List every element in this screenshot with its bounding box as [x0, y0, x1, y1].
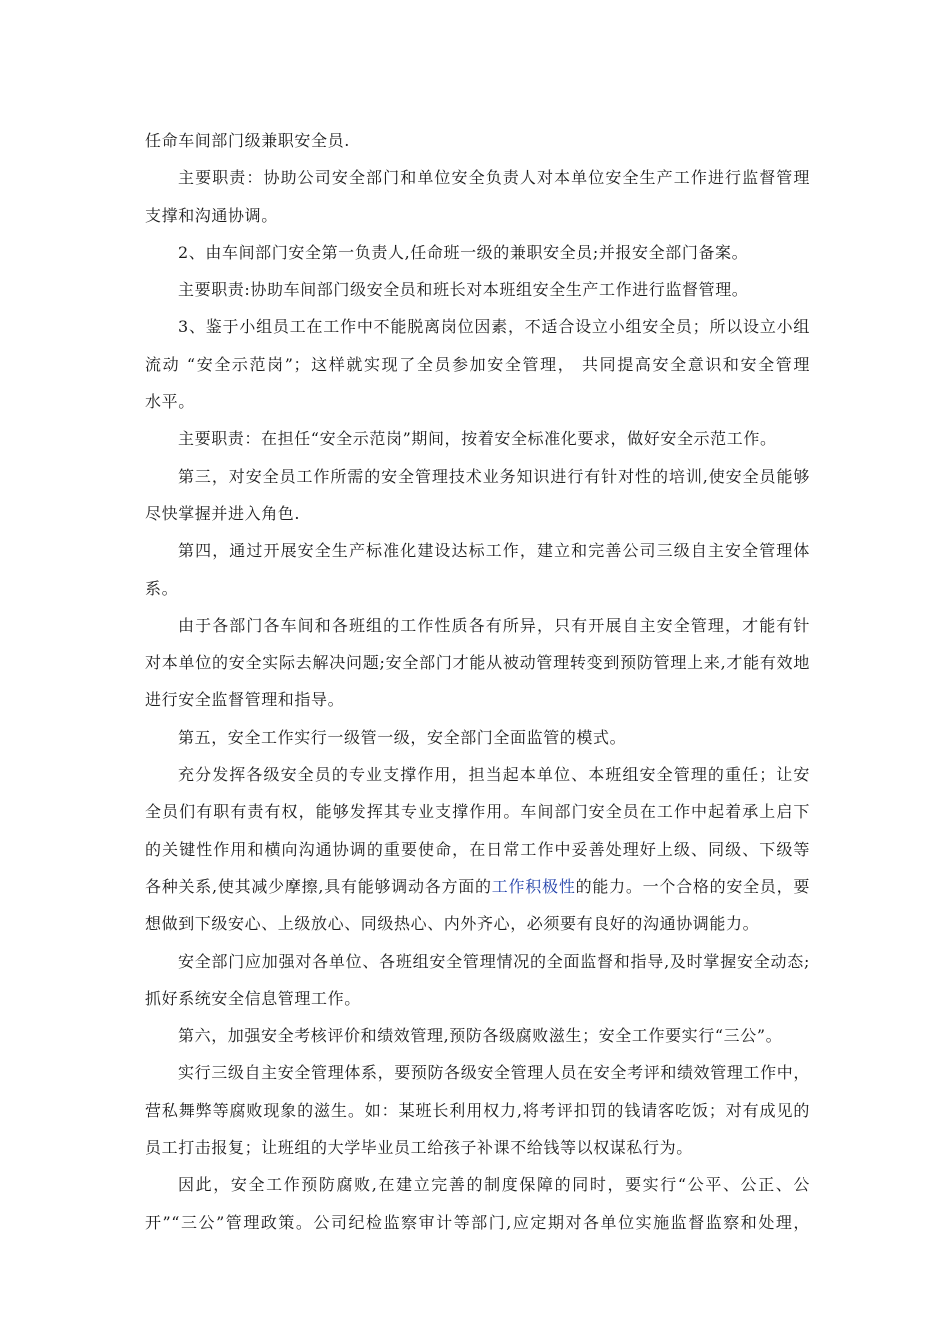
text-line: 员工打击报复；让班组的大学毕业员工给孩子补课不给钱等以权谋私行为。: [145, 1138, 693, 1158]
text-line: [145, 868, 810, 905]
text-line: 第三，对安全员工作所需的安全管理技术业务知识进行有针对性的培训,使安全员能够: [178, 466, 810, 486]
text-line: 进行安全监督管理和指导。: [145, 690, 345, 710]
text-line: 第六，加强安全考核评价和绩效管理,预防各级腐败滋生；安全工作要实行“三公”。: [178, 1026, 783, 1046]
text-line: 因此，安全工作预防腐败,在建立完善的制度保障的同时，要实行“公平、公正、公: [178, 1175, 810, 1195]
text-line: 任命车间部门级兼职安全员.: [145, 131, 350, 150]
text-line: 抓好系统安全信息管理工作。: [145, 988, 361, 1008]
document-body: [145, 122, 810, 1241]
text-segment: 各种关系,使其减少摩擦,具有能够调动各方面的: [145, 876, 492, 896]
text-line: 由于各部门各车间和各班组的工作性质各有所异，只有开展自主安全管理，才能有针: [178, 615, 810, 635]
text-line: 水平。: [145, 392, 195, 412]
text-line: 支撑和沟通协调。: [145, 205, 278, 225]
text-segment: 的能力。一个合格的安全员，要: [575, 876, 810, 896]
text-line: 想做到下级安心、上级放心、同级热心、内外齐心，必须要有良好的沟通协调能力。: [145, 914, 760, 934]
text-line: 充分发挥各级安全员的专业支撑作用，担当起本单位、本班组安全管理的重任；让安: [178, 765, 810, 785]
text-line: 安全部门应加强对各单位、各班组安全管理情况的全面监督和指导,及时掌握安全动态;: [178, 951, 810, 971]
text-line: 实行三级自主安全管理体系，要预防各级安全管理人员在安全考评和绩效管理工作中，: [178, 1063, 810, 1083]
text-line: 第四，通过开展安全生产标准化建设达标工作，建立和完善公司三级自主安全管理体: [178, 541, 810, 561]
text-line: 系。: [145, 578, 179, 598]
text-line: 的关键性作用和横向沟通协调的重要使命，在日常工作中妥善处理好上级、同级、下级等: [145, 839, 810, 859]
text-line: 主要职责:协助车间部门级安全员和班长对本班组安全生产工作进行监督管理。: [178, 280, 749, 300]
inline-link[interactable]: 工作积极性: [491, 876, 576, 896]
text-line: 主要职责：协助公司安全部门和单位安全负责人对本单位安全生产工作进行监督管理: [178, 168, 810, 188]
text-line: 主要职责：在担任“安全示范岗”期间，按着安全标准化要求，做好安全示范工作。: [178, 429, 777, 449]
text-line: 对本单位的安全实际去解决问题;安全部门才能从被动管理转变到预防管理上来,才能有效地: [145, 653, 810, 673]
text-line: 开”“三公”管理政策。公司纪检监察审计等部门,应定期对各单位实施监督监察和处理，: [145, 1212, 810, 1232]
text-line: 全员们有职有责有权，能够发挥其专业支撑作用。车间部门安全员在工作中起着承上启下: [145, 802, 810, 822]
text-line: 流动 “安全示范岗”；这样就实现了全员参加安全管理， 共同提高安全意识和安全管理: [145, 354, 810, 374]
text-line: 营私舞弊等腐败现象的滋生。如：某班长利用权力,将考评扣罚的钱请客吃饭；对有成见的: [145, 1100, 810, 1120]
text-line: 2、由车间部门安全第一负责人,任命班一级的兼职安全员;并报安全部门备案。: [178, 242, 749, 262]
text-line: 尽快掌握并进入角色.: [145, 503, 301, 523]
text-line: 第五，安全工作实行一级管一级，安全部门全面监管的模式。: [178, 727, 627, 747]
text-line: 3、鉴于小组员工在工作中不能脱离岗位因素，不适合设立小组安全员；所以设立小组: [178, 317, 810, 337]
